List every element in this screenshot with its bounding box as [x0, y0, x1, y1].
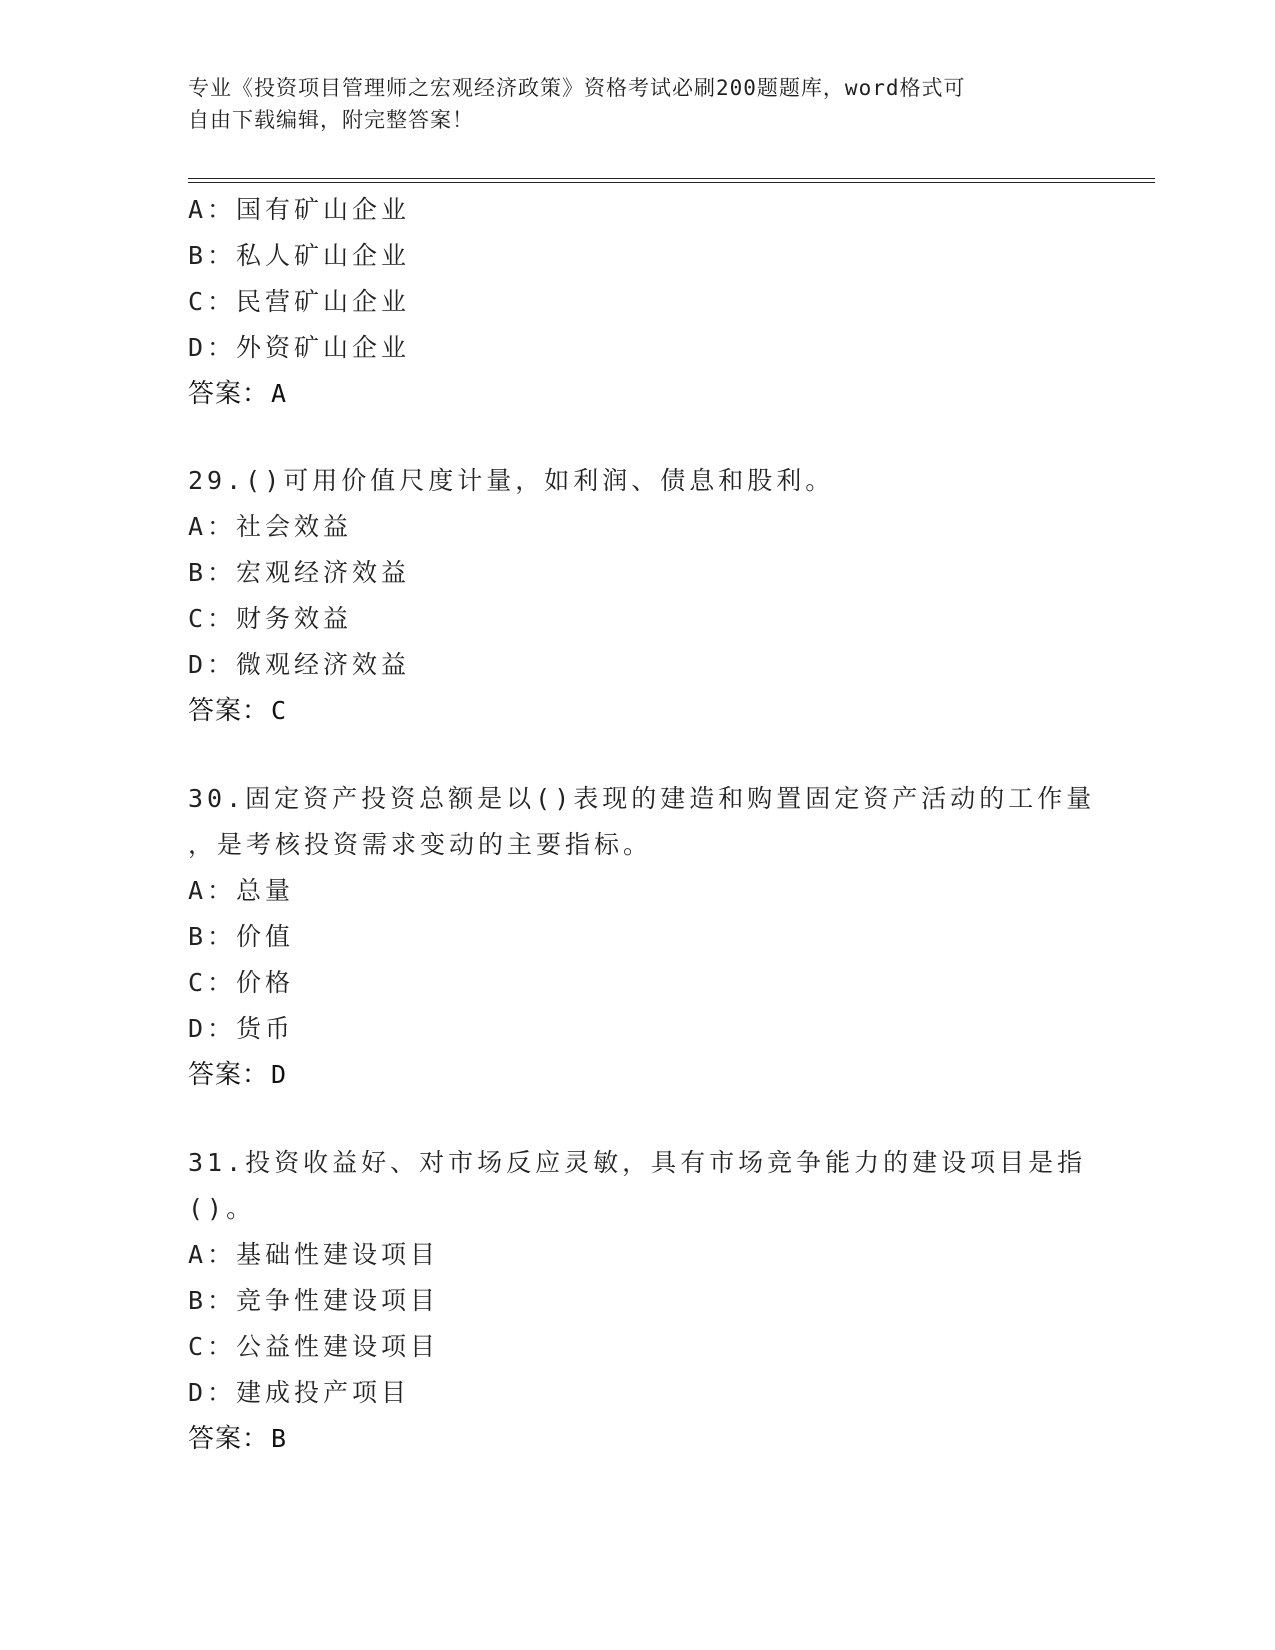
- answer-line: [188, 688, 1088, 734]
- header-line-1: 专业《投资项目管理师之宏观经济政策》资格考试必刷200题题库，word格式可: [188, 76, 966, 100]
- question-30-block: [188, 776, 1096, 1098]
- header-line-2: 自由下载编辑，附完整答案！: [188, 108, 474, 132]
- question-stem-line-2: ，是考核投资需求变动的主要指标。: [188, 830, 653, 859]
- question-29-block: [188, 458, 1088, 734]
- option-d: D：建成投产项目: [188, 1378, 411, 1407]
- answer-value: A: [271, 379, 288, 408]
- answer-line: [188, 371, 1088, 417]
- question-stem-line-1: 30.固定资产投资总额是以()表现的建造和购置固定资产活动的工作量: [188, 784, 1096, 813]
- question-28-block: [188, 187, 1088, 417]
- answer-value: C: [271, 696, 288, 725]
- option-c: C：公益性建设项目: [188, 1332, 440, 1361]
- option-a: A：基础性建设项目: [188, 1240, 440, 1269]
- answer-label: 答案：: [188, 696, 270, 726]
- question-stem-line-2: ()。: [188, 1194, 256, 1223]
- header-divider: [188, 178, 1155, 183]
- option-b: B：竞争性建设项目: [188, 1286, 440, 1315]
- option-c: C：价格: [188, 968, 295, 997]
- option-b: B：私人矿山企业: [188, 241, 411, 270]
- option-d: D：外资矿山企业: [188, 333, 411, 362]
- answer-label: 答案：: [188, 379, 270, 409]
- answer-value: D: [271, 1060, 288, 1089]
- option-a: A：国有矿山企业: [188, 195, 411, 224]
- question-stem: 29.()可用价值尺度计量，如利润、债息和股利。: [188, 466, 835, 495]
- answer-label: 答案：: [188, 1060, 270, 1090]
- option-a: A：总量: [188, 876, 295, 905]
- question-stem-line-1: 31.投资收益好、对市场反应灵敏，具有市场竞争能力的建设项目是指: [188, 1148, 1087, 1177]
- document-header: [188, 72, 1068, 136]
- option-d: D：微观经济效益: [188, 650, 411, 679]
- option-a: A：社会效益: [188, 512, 353, 541]
- option-d: D：货币: [188, 1014, 295, 1043]
- question-31-block: [188, 1140, 1088, 1462]
- option-c: C：财务效益: [188, 604, 353, 633]
- answer-line: [188, 1052, 1088, 1098]
- option-b: B：宏观经济效益: [188, 558, 411, 587]
- option-c: C：民营矿山企业: [188, 287, 411, 316]
- answer-line: [188, 1416, 1088, 1462]
- answer-label: 答案：: [188, 1424, 270, 1454]
- option-b: B：价值: [188, 922, 295, 951]
- answer-value: B: [271, 1424, 288, 1453]
